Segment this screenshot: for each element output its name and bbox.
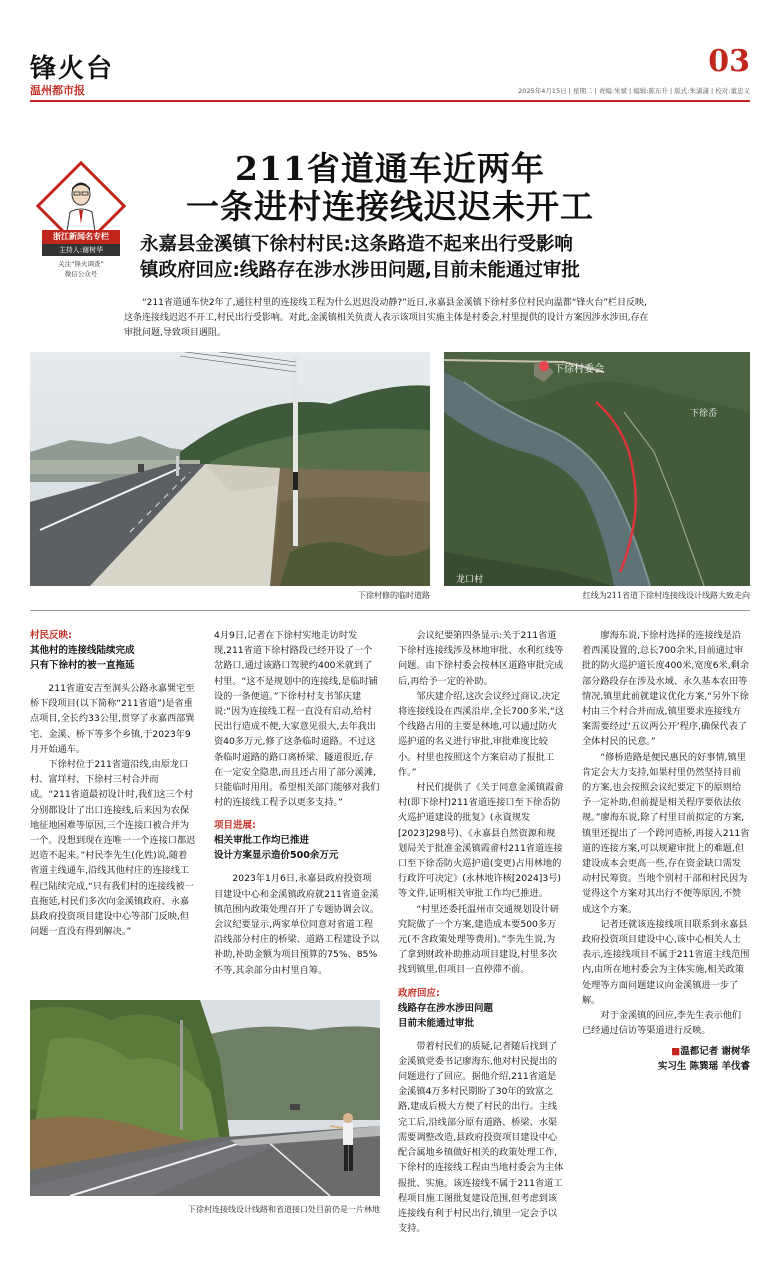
section-2-heading-1: 相关审批工作均已推进 xyxy=(214,835,310,847)
paragraph: 廖海东说,下徐村选择的连接线是沿着西溪设置的,总长700余米,目前通过审批的防火巡护道长度400米,宽度6米,剩余部分路段存在涉及水域、永久基本农田等情况,镇里此前就建议优化方案,“另外下徐村由三个村合并而成,镇里要求连接线方案需要经过‘五议两公开’程序,确保代表了全体村民的民意。” xyxy=(582,630,750,748)
column-badge xyxy=(40,172,122,280)
paragraph: “修桥造路是便民惠民的好事情,镇里肯定会大力支持,如果村里仍然坚持目前的方案,也会按照会议纪要定下的原则给予一定补助,但前提是相关程序要依法依规。”廖海东说,除了村里目前拟定的方案,镇里还提出了一个跨河造桥,再接入211省道的连接方案,可以规避审批上的难题,但建设成本会更高一些,存在资金缺口需发动村民筹资。当地个别村干部和村民因为觉得这个方案对其出行不便等原因,不赞成这个方案。 xyxy=(582,751,750,915)
article-column-3 xyxy=(398,628,564,1236)
badge-label: 浙江新闻名专栏 xyxy=(42,230,120,244)
byline-reporter xyxy=(582,1044,750,1059)
dateline: 2025年4月15日 | 星期二 | 责编:朱斌 | 编辑:陈东升 | 版式:朱潇潇 | 校对:董忠义 xyxy=(518,87,750,95)
article-column-1 xyxy=(30,628,196,939)
paragraph: 下徐村位于211省道沿线,由原龙口村、富垟村、下徐村三村合并而成。“211省道最初设计时,我们这三个村分别都设计了出口连接线,后来因为农保地征地困难等原因,三个连接口被合并为一个。没想到现在连唯一一个连接口都迟迟造不起来。”村民李先生(化姓)说,随着省道主线通车,沿线其他村庄的连接线工程已陆续完成,“只有我们村的连接线被一直拖延,村民们多次向金溪镇政府、永嘉县政府投资项目建设中心等部门反映,但问题一直没有得到解决。” xyxy=(30,759,196,938)
photo-caption-map: 红线为211省道下徐村连接线设计线路大致走向 xyxy=(582,591,750,600)
paragraph: 邹庆建介绍,这次会议经过商议,决定将连接线设在西溪沿岸,全长700多米,“这个线路占用的主要是林地,可以通过防火巡护道的名义进行审批,审批难度比较小。村里也按照这个方案启动了报批工作。” xyxy=(398,690,564,778)
photo-temporary-road xyxy=(30,352,430,586)
section-divider xyxy=(30,610,750,611)
section-2-header xyxy=(214,818,380,863)
subheadline xyxy=(140,232,660,284)
badge-account-line: 微信公众号 xyxy=(64,270,98,278)
section-2-heading-2: 设计方案显示造价500余万元 xyxy=(214,850,339,862)
paragraph: 记者还就该连接线项目联系到永嘉县政府投资项目建设中心,该中心相关人士表示,连接线项目不属于211省道主线范围内,由所在地村委会为主体实施,相关政策处理等方面问题建议向金溪镇进一步了解。 xyxy=(582,918,750,1006)
paragraph: “村里还委托温州市交通规划设计研究院做了一个方案,建造成本要500多万元(不含政策处理等费用)。”李先生说,为了拿到财政补助推动项目建设,村里多次找到镇里,但项目一直停滞不前。 xyxy=(398,903,559,976)
map-label-village-committee: 下徐村委会 xyxy=(554,364,604,375)
paragraph: 对于金溪镇的回应,李先生表示他们已经通过信访等渠道进行反映。 xyxy=(582,1010,742,1037)
map-connector-route xyxy=(444,352,750,586)
section-1-heading-2: 只有下徐村的被一直拖延 xyxy=(30,660,135,671)
map-label-longkou: 龙口村 xyxy=(456,575,484,585)
map-label-xiaxu: 下徐岙 xyxy=(690,409,718,419)
badge-host: 主持人:谢树华 xyxy=(42,244,120,256)
paper-name: 温州都市报 xyxy=(30,84,85,97)
column-name: 锋火台 xyxy=(30,54,115,84)
section-3-heading-2: 目前未能通过审批 xyxy=(398,1017,475,1029)
host-portrait-icon xyxy=(64,180,98,232)
badge-follow-line: 关注“锋火调查” xyxy=(58,260,104,268)
headline-line-1: 211省道通车近两年 xyxy=(235,149,545,188)
page-number: 03 xyxy=(708,44,750,79)
photo-junction-forest xyxy=(30,1000,380,1196)
section-3-heading-1: 线路存在涉水涉田问题 xyxy=(398,1002,494,1014)
section-3-tag: 政府回应: xyxy=(398,987,440,999)
section-3-header xyxy=(398,986,564,1031)
subhead-line-2: 镇政府回应:线路存在涉水涉田问题,目前未能通过审批 xyxy=(140,260,580,281)
headline-line-2: 一条进村连接线迟迟未开工 xyxy=(186,187,594,226)
paragraph: 2023年1月6日,永嘉县政府投资项目建设中心和金溪镇政府就211省道金溪镇范围内政策处理召开了专题协调会议。会议纪要显示,两家单位同意对省道工程沿线部分村庄的桥梁、道路工程建设予以补助,补助金额为项目预算的75%、85%不等,其余部分由村里自筹。 xyxy=(214,873,380,976)
byline-reporter-name: 温都记者 谢树华 xyxy=(680,1046,750,1058)
masthead xyxy=(30,44,750,97)
article-column-2 xyxy=(214,628,380,978)
photo-caption-junction: 下徐村连接线设计线路和省道接口处目前仍是一片林地 xyxy=(188,1205,380,1214)
paragraph: 带着村民们的质疑,记者随后找到了金溪镇党委书记廖海东,他对村民提出的问题进行了回应。据他介绍,211省道是金溪镇4万多村民期盼了30年的致富之路,建成后极大方便了村民的出行。主线完工后,沿线部分原有道路、桥梁、水渠需要调整改造,县政府投资项目建设中心配合属地乡镇做好相关的政策处理工作,下徐村的连接线工程由当地村委会为主体报批、实施。该连接线不属于211省道工程项目施工图批复建设范围,但考虑到该连接线有利于村民出行,镇里一定会予以支持。 xyxy=(398,1040,564,1235)
byline-marker-icon: ■ xyxy=(671,1046,681,1058)
paragraph: 211省道安吉至洞头公路永嘉巽宅至桥下段项目(以下简称“211省道”)是省重点项目,全长约33公里,贯穿了永嘉西部巽宅、金溪、桥下等多个乡镇,于2023年9月开始通车。 xyxy=(30,683,195,755)
article-column-4 xyxy=(582,628,750,1074)
headline xyxy=(140,150,640,226)
paragraph: 4月9日,记者在下徐村实地走访时发现,211省道下徐村路段已经开设了一个岔路口,通过该路口驾驶约400米就到了村里。“这不是规划中的连接线,是临时铺设的一条便道。”下徐村村支书邹庆建说:“因为连接线工程一直没有启动,给村民出行造成不便,大家意见很大,去年我出资40多万元,修了这条临时道路。不过这条临时道路的路口离桥梁、隧道很近,存在一定安全隐患,而且还占用了部分溪滩,只能临时用用。希望相关部门能够对我们村的连接线工程予以更多支持。” xyxy=(214,630,380,809)
subhead-line-1: 永嘉县金溪镇下徐村村民:这条路造不起来出行受影响 xyxy=(140,234,573,255)
header-rule xyxy=(30,100,750,102)
photo-caption-temporary-road: 下徐村修的临时道路 xyxy=(358,591,430,600)
byline-interns: 实习生 陈巽瑶 羊伐睿 xyxy=(657,1061,750,1073)
paragraph: 村民们提供了《关于同意金溪镇霞畲村(即下徐村)211省道连接口至下徐岙防火巡护道建设的批复》(永資规发[2023]298号)、《永嘉县自然资源和规划局关于批准金溪镇霞畲村211省道连接口至下徐岙防火巡护道(变更)占用林地的行政许可决定》(永林地许核[2024]3号)等文件,证明相关审批工作均已推进。 xyxy=(398,782,564,900)
section-1-header xyxy=(30,628,196,673)
section-1-tag: 村民反映: xyxy=(30,630,72,641)
paragraph: 会议纪要第四条显示:关于211省道下徐村连接线涉及林地审批、水利红线等问题。由下徐村委会按林区道路审批完成后,再给予一定的补助。 xyxy=(398,630,564,687)
lead-paragraph: “211省道通车快2年了,通往村里的连接线工程为什么迟迟没动静?”近日,永嘉县金溪镇下徐村多位村民向温都“锋火台”栏目反映,这条连接线迟迟不开工,村民出行受影响。对此,金溪镇相关负责人表示该项目实施主体是村委会,村里提供的设计方案因涉水涉田,存在审批问题,导致项目遇阻。 xyxy=(124,298,649,338)
section-1-heading-1: 其他村的连接线陆续完成 xyxy=(30,645,135,656)
section-2-tag: 项目进展: xyxy=(214,820,256,832)
